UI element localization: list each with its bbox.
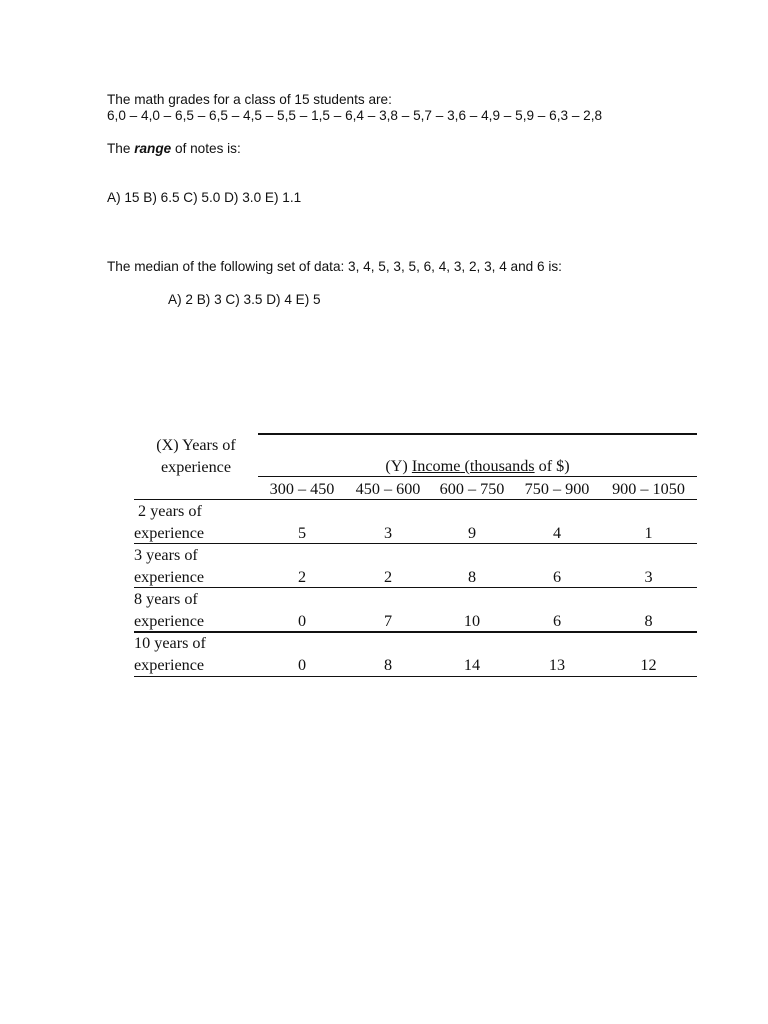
- table-cell: 5: [297, 524, 307, 542]
- table-cell: 6: [552, 568, 562, 586]
- table-cell: 13: [548, 656, 566, 674]
- question1-prompt-after: of notes is:: [171, 141, 241, 156]
- question1-intro: The math grades for a class of 15 students are:: [107, 92, 392, 107]
- table-cell: 3: [644, 568, 653, 586]
- table-top-rule: [258, 433, 697, 435]
- question2-prompt: The median of the following set of data: 3, 4, 5, 3, 5, 6, 4, 3, 2, 3, 4 and 6 is:: [107, 259, 562, 274]
- row-label-line1: 2 years of: [134, 502, 202, 520]
- row-label-line2: experience: [134, 524, 205, 542]
- table-cell: 4: [552, 524, 562, 542]
- y-header-prefix: (Y): [385, 457, 412, 475]
- x-header-line1: (X) Years of: [156, 436, 236, 454]
- row-label-line1: 10 years of: [134, 634, 206, 652]
- y-header-thousands: (thousands: [464, 457, 535, 475]
- table-cell: 6: [552, 612, 562, 630]
- row-label-line2: experience: [134, 612, 205, 630]
- table-cell: 2: [383, 568, 393, 586]
- y-header: [258, 455, 697, 477]
- table-cell: 8: [467, 568, 477, 586]
- table-cell: 14: [463, 656, 481, 674]
- row-label-line1: 3 years of: [134, 546, 198, 564]
- column-header: 450 – 600: [355, 480, 421, 498]
- table-cell: 10: [463, 612, 481, 630]
- question2-options: A) 2 B) 3 C) 3.5 D) 4 E) 5: [168, 292, 321, 307]
- table-cell: 9: [467, 524, 477, 542]
- table-cell: 1: [644, 524, 653, 542]
- y-header-suffix: of $): [534, 457, 570, 475]
- table-cell: 8: [383, 656, 393, 674]
- table-cell: 0: [297, 612, 307, 630]
- row-label-line1: 8 years of: [134, 590, 198, 608]
- column-header: 900 – 1050: [612, 480, 685, 498]
- table-cell: 7: [383, 612, 393, 630]
- row-label-line2: experience: [134, 568, 205, 586]
- column-header: 750 – 900: [524, 480, 590, 498]
- experience-income-table: [134, 433, 697, 677]
- column-header: 300 – 450: [269, 480, 335, 498]
- table-cell: 3: [383, 524, 393, 542]
- x-header-line2: experience: [160, 458, 232, 476]
- row-label-line2: experience: [134, 656, 205, 674]
- question1-prompt-before: The: [107, 141, 135, 156]
- column-header: 600 – 750: [439, 480, 505, 498]
- question1-prompt: [107, 141, 241, 157]
- table-bottom-rule: [134, 676, 697, 677]
- question1-options: A) 15 B) 6.5 C) 5.0 D) 3.0 E) 1.1: [107, 190, 302, 205]
- y-header-income: Income: [411, 457, 461, 475]
- table-cell: 2: [297, 568, 307, 586]
- question1-prompt-emphasis: range: [134, 141, 172, 156]
- table-cell: 0: [297, 656, 307, 674]
- table-cell: 12: [640, 656, 657, 674]
- question1-grades: 6,0 – 4,0 – 6,5 – 6,5 – 4,5 – 5,5 – 1,5 – 6,4 – 3,8 – 5,7 – 3,6 – 4,9 – 5,9 – 6,3 – 2,8: [107, 108, 603, 123]
- table-cell: 8: [644, 612, 653, 630]
